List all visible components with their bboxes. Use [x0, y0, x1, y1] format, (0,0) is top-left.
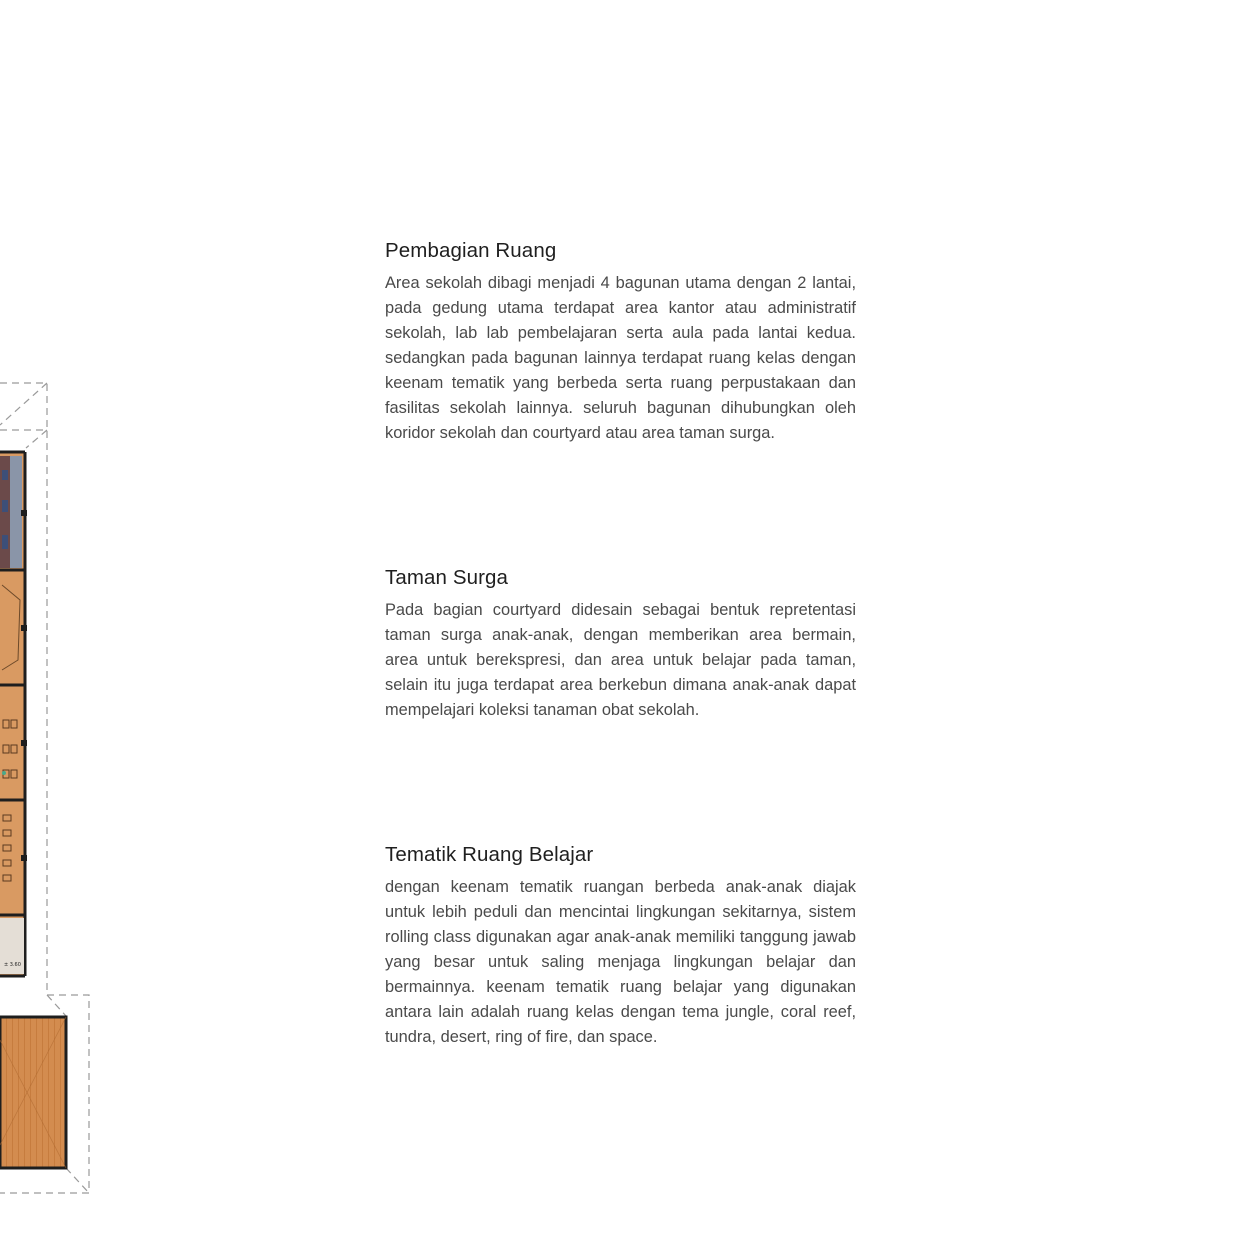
section-title: Taman Surga	[385, 566, 509, 589]
section-body: Pada bagian courtyard didesain sebagai bentuk repretentasi taman surga anak-anak, dengan memberikan area bermain, area untuk berekspresi, dan area untuk belajar pada taman, selain itu juga terdapat area berkebun dimana anak-anak dapat mempelajari koleksi tanaman obat sekolah.	[385, 601, 856, 719]
section-tematik-ruang-belajar	[385, 843, 856, 1050]
section-pembagian-ruang	[385, 239, 856, 446]
section-body: dengan keenam tematik ruangan berbeda anak-anak diajak untuk lebih peduli dan mencintai lingkungan sekitarnya, sistem rolling class digunakan agar anak-anak memiliki tanggung jawab yang besar untuk saling menjaga lingkungan belajar dan bermainnya. keenam tematik ruang belajar yang digunakan antara lain adalah ruang kelas dengan tema jungle, coral reef, tundra, desert, ring of fire, dan space.	[385, 878, 856, 1046]
section-title: Tematik Ruang Belajar	[385, 843, 594, 866]
floor-plan-fragment	[0, 0, 110, 1241]
room-level-label: ± 3.60	[4, 962, 21, 968]
classroom-block	[0, 452, 27, 976]
section-title: Pembagian Ruang	[385, 239, 557, 262]
section-taman-surga	[385, 566, 856, 723]
lower-building	[0, 1017, 66, 1168]
section-body: Area sekolah dibagi menjadi 4 bagunan utama dengan 2 lantai, pada gedung utama terdapat area kantor atau administratif sekolah, lab lab pembelajaran serta aula pada lantai kedua. sedangkan pada bagunan lainnya terdapat ruang kelas dengan keenam tematik yang berbeda serta ruang perpustakaan dan fasilitas sekolah lainnya. seluruh bagunan dihubungkan oleh koridor sekolah dan courtyard atau area taman surga.	[385, 274, 856, 442]
